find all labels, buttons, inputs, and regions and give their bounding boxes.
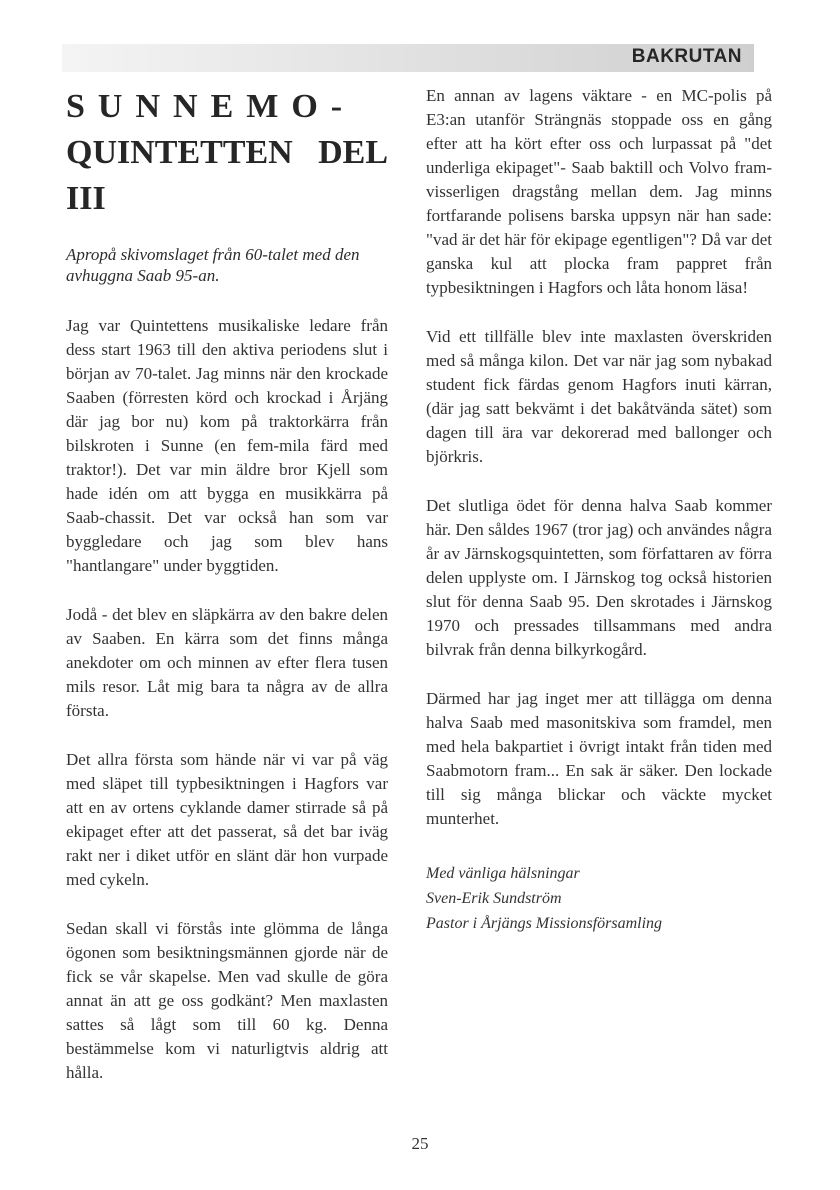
signature-block bbox=[426, 861, 772, 936]
body-paragraph: Det allra första som hände när vi var på väg med släpet till typbesiktningen i Hagfors var att en av ortens cyklande damer stirrade så på ekipaget efter att det passerat, så det bar iväg rakt ner i diket utför en slänt där hon vurpade med cykeln. bbox=[66, 750, 388, 889]
author-title: Pastor i Årjängs Missionsförsamling bbox=[426, 915, 663, 932]
author-name: Sven-Erik Sundström bbox=[426, 890, 562, 907]
body-paragraph: Vid ett tillfälle blev inte maxlasten överskriden med så många kilon. Det var när jag som nybakad student fick färdas genom Hagfors inuti kärran, (där jag satt bekvämt i det bakåtvända sätet) som dagen till ära var dekorerad med ballonger och björkris. bbox=[426, 327, 772, 466]
page-number: 25 bbox=[411, 1134, 429, 1153]
section-header-bar bbox=[62, 44, 754, 72]
greeting: Med vänliga hälsningar bbox=[426, 865, 580, 882]
article-subtitle: Apropå skivomslaget från 60-talet med den avhuggna Saab 95-an. bbox=[66, 245, 360, 285]
body-paragraph: Jag var Quintettens musikaliske ledare från dess start 1963 till den aktiva periodens slut i början av 70-talet. Jag minns när den krockade Saaben (förresten körd och krockad i Årjäng där jag bor nu) kom på traktorkärra från bilskroten i Sunne (en fem-mila färd med traktor!). Det var min äldre bror Kjell som hade idén om att bygga en musikkärra på Saab-chassit. Det var också han som var byggledare och jag som blev hans "hantlangare" under byggtiden. bbox=[66, 316, 388, 575]
body-paragraph: Jodå - det blev en släpkärra av den bakre delen av Saaben. En kärra som det finns många anekdoter om och minnen av efter flera tusen mils resor. Låt mig bara ta några av de allra första. bbox=[66, 605, 388, 720]
title-line: QUINTETTEN DEL bbox=[66, 134, 388, 171]
section-label: BAKRUTAN bbox=[631, 46, 742, 67]
body-paragraph: Sedan skall vi förstås inte glömma de långa ögonen som besiktningsmännen gjorde när de fick se vår skapelse. Men vad skulle de göra annat än att ge oss godkänt? Men maxlasten sattes så lågt som till 60 kg. Denna bestämmelse kom vi naturligtvis aldrig att hålla. bbox=[66, 919, 388, 1082]
body-paragraph: En annan av lagens väktare - en MC-polis på E3:an utanför Strängnäs stoppade oss en gång efter att ha kört efter oss och lurpassat på "det underliga ekipaget"- Saab baktill och Volvo fram- visserligen dragstång mellan dem. Jag minns fortfarande polisens barska uppsyn när han sade: "vad är det här för ekipage egentligen"? Då var det ganska kul att plocka fram pappret från typbesiktningen i Hagfors och låta honom läsa! bbox=[426, 86, 772, 297]
left-column bbox=[66, 84, 388, 1110]
body-paragraph: Därmed har jag inget mer att tillägga om denna halva Saab med masonitskiva som framdel, men med hela bakpartiet i övrigt intakt från tiden med Saabmotorn fram... En sak är säker. Den lockade till sig många blickar och väckte mycket munterhet. bbox=[426, 689, 772, 828]
title-line: III bbox=[66, 180, 106, 217]
body-paragraph: Det slutliga ödet för denna halva Saab kommer här. Den såldes 1967 (tror jag) och användes några år av Järnskogsquintetten, som författaren av förra delen upplyste om. I Järnskog tog också historien slut för denna Saab 95. Den skrotades i Järnskog 1970 och pressades tillsammans med andra bilvrak från denna bilkyrkogård. bbox=[426, 496, 772, 659]
right-column bbox=[426, 84, 772, 936]
article-title bbox=[66, 84, 388, 222]
title-line: SUNNEMO- bbox=[66, 88, 356, 125]
